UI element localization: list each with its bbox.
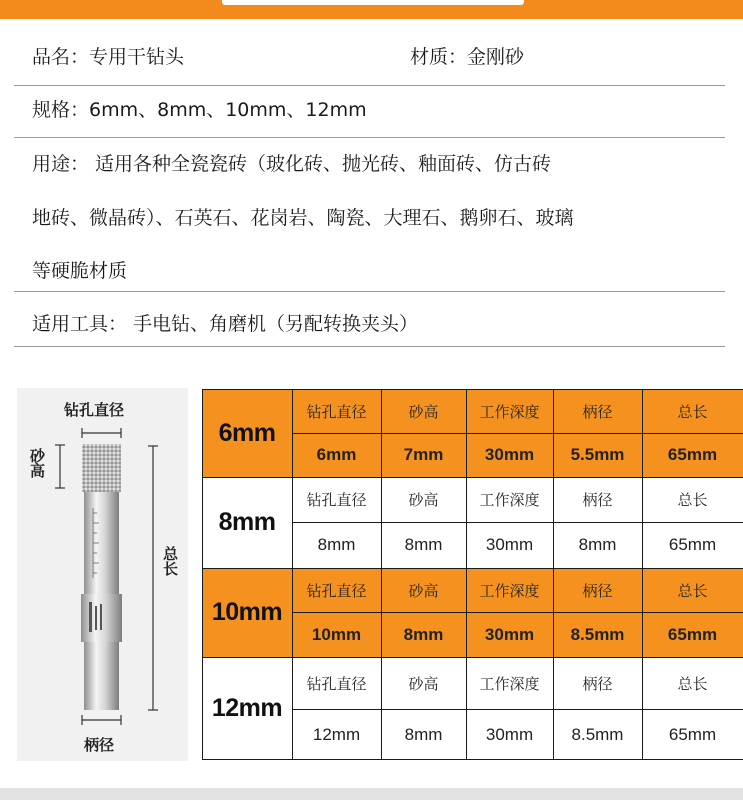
banner-tab: [222, 0, 524, 5]
value-cell: 8.5mm: [570, 624, 625, 644]
total-length-label: 总长: [161, 546, 179, 576]
value-cell: 10mm: [311, 624, 362, 644]
header-cell: 工作深度: [479, 581, 540, 600]
value-cell: 30mm: [485, 724, 534, 744]
size-label: 8mm: [218, 508, 276, 536]
table-line: [202, 477, 743, 478]
spec-line-usage-2: [32, 205, 727, 231]
spec-line-usage-3: [32, 258, 727, 284]
product-material: 材质：金刚砂: [410, 46, 525, 68]
value-cell: 8mm: [404, 724, 443, 744]
size-label: 10mm: [211, 598, 283, 626]
value-cell: 30mm: [484, 624, 535, 644]
header-cell: 总长: [677, 674, 708, 693]
header-cell: 砂高: [408, 674, 439, 693]
table-line: [642, 389, 643, 760]
table-line: [202, 389, 203, 760]
value-cell: 30mm: [484, 445, 535, 464]
product-usage-cont: 地砖、微晶砖）、石英石、花岗岩、陶瓷、大理石、鹅卵石、玻璃: [32, 207, 574, 229]
header-cell: 工作深度: [479, 491, 540, 509]
value-cell: 65mm: [668, 535, 717, 554]
divider: [14, 137, 725, 138]
table-row-group: [202, 657, 743, 760]
value-cell: 30mm: [485, 535, 534, 554]
value-cell: 8mm: [403, 624, 444, 644]
divider: [14, 85, 725, 86]
header-cell: 柄径: [582, 491, 613, 509]
table-row-group: [202, 389, 743, 477]
shank-diameter-label: 柄径: [84, 736, 115, 754]
table-row-group: [202, 477, 743, 568]
header-cell: 总长: [677, 491, 708, 509]
size-label: 12mm: [211, 694, 283, 722]
value-cell: 5.5mm: [570, 445, 625, 464]
header-cell: 砂高: [408, 581, 439, 600]
divider: [14, 346, 725, 347]
table-line: [202, 389, 743, 390]
value-cell: 65mm: [667, 445, 718, 464]
header-cell: 总长: [677, 581, 708, 600]
value-cell: 12mm: [312, 724, 361, 744]
bottom-strip: [0, 788, 743, 800]
divider: [14, 291, 725, 292]
table-line: [292, 389, 293, 760]
header-cell: 砂高: [408, 402, 439, 421]
header-cell: 工作深度: [479, 402, 540, 421]
value-cell: 65mm: [667, 624, 718, 644]
table-line: [202, 657, 743, 658]
value-cell: 8.5mm: [571, 724, 624, 744]
product-usage-cont: 等硬脆材质: [32, 260, 128, 282]
table-line: [292, 612, 743, 613]
grit-height-label: 砂高: [28, 448, 46, 478]
table-line: [381, 389, 382, 760]
value-cell: 7mm: [403, 445, 444, 464]
spec-line-usage-1: [32, 151, 727, 177]
header-cell: 钻孔直径: [306, 581, 367, 600]
spec-line-size: [32, 97, 727, 123]
header-cell: 柄径: [582, 674, 613, 693]
table-line: [553, 389, 554, 760]
table-line: [202, 568, 743, 569]
header-cell: 钻孔直径: [306, 402, 367, 421]
value-cell: 65mm: [668, 724, 717, 744]
header-cell: 柄径: [582, 581, 613, 600]
top-banner: [0, 0, 743, 19]
hole-diameter-label: 钻孔直径: [64, 401, 125, 419]
product-tools: 适用工具： 手电钻、角磨机（另配转换夹头）: [32, 313, 419, 335]
table-line: [292, 433, 743, 434]
spec-line-tools: [32, 311, 727, 337]
header-cell: 工作深度: [479, 674, 540, 693]
table-line: [466, 389, 467, 760]
table-row-group: [202, 568, 743, 657]
header-cell: 钻孔直径: [306, 674, 367, 693]
header-cell: 总长: [677, 402, 708, 421]
product-size: 规格：6mm、8mm、10mm、12mm: [32, 99, 367, 121]
product-name: 品名：专用干钻头: [32, 46, 185, 68]
spec-line-name: [32, 44, 727, 70]
value-cell: 8mm: [317, 535, 356, 554]
table-line: [292, 522, 743, 523]
header-cell: 钻孔直径: [306, 491, 367, 509]
spec-table: [202, 389, 743, 760]
drill-bit-diagram: [17, 388, 188, 761]
table-line: [202, 759, 743, 760]
header-cell: 柄径: [582, 402, 613, 421]
value-cell: 8mm: [578, 535, 617, 554]
value-cell: 8mm: [404, 535, 443, 554]
product-usage: 用途： 适用各种全瓷瓷砖（玻化砖、抛光砖、釉面砖、仿古砖: [32, 153, 552, 175]
size-label: 6mm: [218, 418, 276, 447]
table-line: [292, 709, 743, 710]
value-cell: 6mm: [316, 445, 357, 464]
header-cell: 砂高: [408, 491, 439, 509]
